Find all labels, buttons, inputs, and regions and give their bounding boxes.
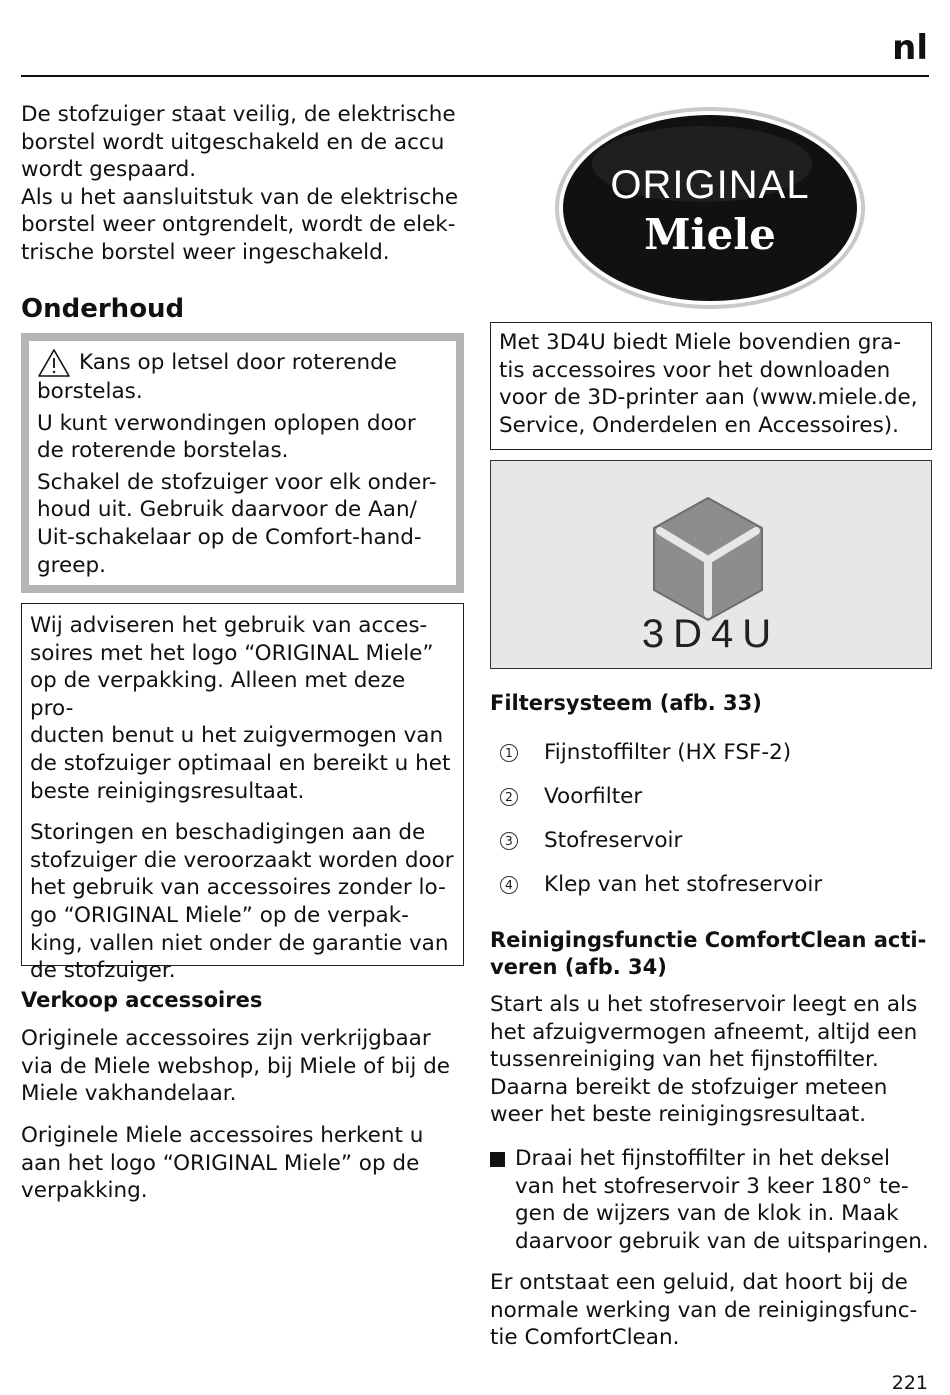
callout-number: 3: [500, 832, 518, 850]
text-line: normale werking van de reinigingsfunc-: [490, 1297, 918, 1323]
list-item-label: Klep van het stofreservoir: [544, 872, 823, 897]
text-line: beste reinigingsresultaat.: [30, 778, 305, 804]
text-line: borstelas.: [37, 379, 143, 404]
text-line: U kunt verwondingen oplopen door: [37, 410, 416, 436]
text-line: tis accessoires voor het downloaden: [499, 357, 891, 383]
text-line: op de verpakking. Alleen met deze pro-: [30, 668, 406, 721]
text-line: ducten benut u het zuigvermogen van: [30, 723, 444, 749]
clean-paragraph-2: [490, 1269, 932, 1352]
text-line: Miele vakhandelaar.: [21, 1081, 237, 1107]
intro-paragraph: [21, 101, 463, 267]
text-line: Originele Miele accessoires herkent u: [21, 1123, 424, 1148]
text-line: stofzuiger die veroorzaakt worden door: [30, 847, 454, 873]
callout-number: 2: [500, 788, 518, 806]
text-line: via de Miele webshop, bij Miele of bij de: [21, 1053, 451, 1079]
text-line: borstel wordt uitgeschakeld en de accu: [21, 129, 445, 155]
text-line: soires met het logo “ORIGINAL Miele”: [30, 640, 434, 666]
heading-line: veren (afb. 34): [490, 955, 667, 979]
sales-paragraph-2: [21, 1122, 463, 1205]
text-line: gen de wijzers van de klok in. Maak: [515, 1201, 899, 1227]
heading-line: Reinigingsfunctie ComfortClean acti-: [490, 928, 927, 952]
filter-heading: Filtersysteem (afb. 33): [490, 691, 762, 715]
text-line: weer het beste reinigingsresultaat.: [490, 1102, 867, 1128]
text-line: voor de 3D-printer aan (www.miele.de,: [499, 385, 918, 411]
text-line: Storingen en beschadigingen aan de: [30, 820, 426, 846]
text-line: het gebruik van accessoires zonder lo-: [30, 875, 446, 901]
text-line: van het stofreservoir 3 keer 180° te-: [515, 1173, 909, 1199]
cube-icon: [646, 494, 770, 624]
subheading-sales: Verkoop accessoires: [21, 988, 263, 1012]
clean-heading: [490, 927, 932, 981]
text-line: greep.: [37, 552, 106, 578]
list-item: [500, 784, 642, 809]
text-line: houd uit. Gebruik daarvoor de Aan/: [37, 497, 417, 523]
original-miele-logo: [552, 104, 868, 312]
section-heading: Onderhoud: [21, 294, 185, 324]
text-line: Met 3D4U biedt Miele bovendien gra-: [499, 330, 902, 355]
3d4u-info-box: [490, 322, 932, 450]
advice-box: [21, 603, 464, 984]
warning-triangle-icon: [37, 348, 71, 378]
text-line: Wij adviseren het gebruik van acces-: [30, 613, 428, 638]
clean-paragraph-1: [490, 991, 932, 1129]
text-line: het afzuigvermogen afneemt, altijd een: [490, 1019, 918, 1045]
logo-miele-text: Miele: [644, 210, 776, 259]
text-line: Als u het aansluitstuk van de elektrische: [21, 184, 459, 210]
callout-number: 1: [500, 744, 518, 762]
sales-paragraph-1: [21, 1025, 463, 1108]
text-line: De stofzuiger staat veilig, de elektrische: [21, 102, 456, 127]
list-item-label: Stofreservoir: [544, 828, 683, 853]
3d4u-logo-text: 3D4U: [641, 612, 781, 656]
list-item: [500, 828, 682, 853]
text-line: go “ORIGINAL Miele” op de verpak-: [30, 902, 409, 928]
text-line: Service, Onderdelen en Accessoires).: [499, 412, 899, 438]
text-line: tussenreiniging van het fijnstoffilter.: [490, 1047, 879, 1073]
language-code: nl: [892, 28, 928, 68]
text-line: Schakel de stofzuiger voor elk onder-: [37, 469, 437, 495]
text-line: Uit-schakelaar op de Comfort-hand-: [37, 524, 422, 550]
text-line: Start als u het stofreservoir leegt en als: [490, 992, 918, 1017]
text-line: Er ontstaat een geluid, dat hoort bij de: [490, 1270, 908, 1295]
list-item: [500, 740, 791, 765]
text-line: tie ComfortClean.: [490, 1325, 680, 1351]
warning-title: Kans op letsel door roterende: [79, 350, 397, 375]
logo-original-text: ORIGINAL: [610, 163, 810, 207]
instruction-step: [490, 1145, 932, 1255]
list-item-label: Voorfilter: [544, 784, 643, 809]
text-line: Daarna bereikt de stofzuiger meteen: [490, 1074, 888, 1100]
warning-box: [21, 333, 464, 593]
text-line: wordt gespaard.: [21, 157, 197, 183]
text-line: daarvoor gebruik van de uitsparingen.: [515, 1228, 929, 1254]
text-line: aan het logo “ORIGINAL Miele” op de: [21, 1150, 420, 1176]
square-bullet-icon: [490, 1152, 505, 1167]
text-line: Originele accessoires zijn verkrijgbaar: [21, 1026, 431, 1051]
header-rule: [21, 75, 929, 77]
page-number: 221: [891, 1372, 928, 1394]
list-item: [500, 872, 822, 897]
text-line: verpakking.: [21, 1178, 148, 1204]
text-line: Draai het fijnstoffilter in het deksel: [515, 1146, 890, 1171]
list-item-label: Fijnstoffilter (HX FSF-2): [544, 740, 792, 765]
text-line: de roterende borstelas.: [37, 438, 289, 464]
text-line: de stofzuiger.: [30, 958, 176, 984]
callout-number: 4: [500, 876, 518, 894]
text-line: king, vallen niet onder de garantie van: [30, 930, 449, 956]
text-line: trische borstel weer ingeschakeld.: [21, 239, 390, 265]
text-line: de stofzuiger optimaal en bereikt u het: [30, 750, 451, 776]
text-line: borstel weer ontgrendelt, wordt de elek-: [21, 212, 456, 238]
